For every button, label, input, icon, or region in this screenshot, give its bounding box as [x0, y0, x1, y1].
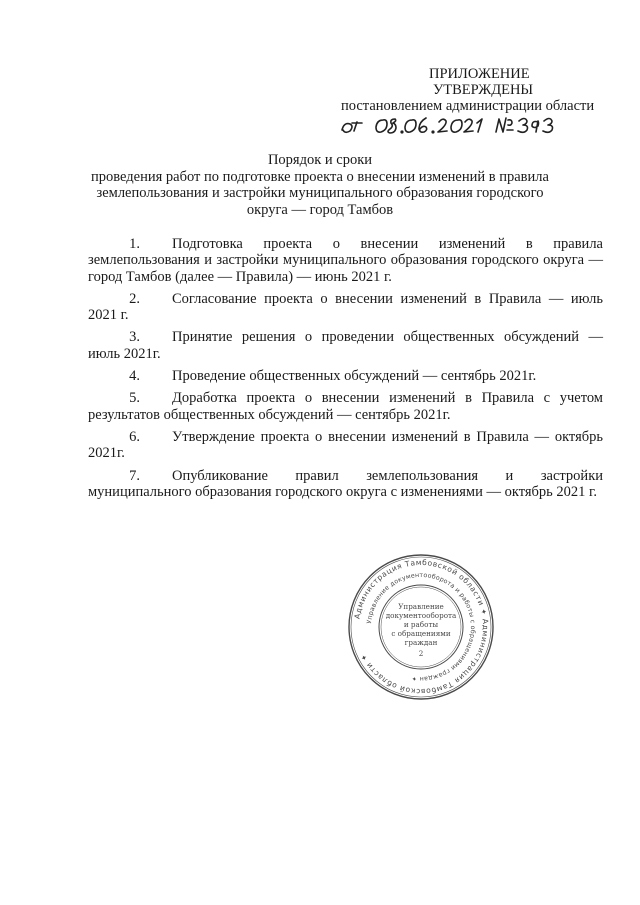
- list-item: [88, 236, 603, 285]
- list-item: [88, 429, 603, 462]
- svg-text:Управление: Управление: [398, 602, 444, 611]
- item-number: 7.: [129, 467, 140, 484]
- approved-label: УТВЕРЖДЕНЫ: [433, 82, 534, 98]
- item-text: Доработка проекта о внесении изменений в Правила с учетом результатов общественных обсуждений — сентябрь 2021г.: [88, 390, 603, 423]
- item-text: Подготовка проекта о внесении изменений в правила землепользования и застройки муниципального образования городского округа — город Тамбов (далее — Правила) — июнь 2021 г.: [88, 236, 603, 285]
- official-seal: [347, 553, 495, 701]
- approval-block: [330, 66, 610, 114]
- list-item: [88, 368, 603, 384]
- schedule-list: [88, 236, 603, 506]
- list-item: [88, 468, 603, 501]
- title-line-1: Порядок и сроки: [267, 152, 373, 168]
- handwritten-date-number: [338, 112, 578, 143]
- list-item: [88, 329, 603, 362]
- appendix-label: ПРИЛОЖЕНИЕ: [429, 66, 530, 82]
- svg-text:граждан: граждан: [404, 638, 438, 647]
- item-number: 4.: [129, 368, 140, 385]
- svg-text:и работы: и работы: [403, 620, 439, 629]
- title-line-3: землепользования и застройки муниципального образования городского: [96, 185, 544, 201]
- item-number: 6.: [129, 428, 140, 445]
- item-number: 3.: [129, 329, 140, 346]
- item-number: 5.: [129, 390, 140, 407]
- svg-text:с обращениями: с обращениями: [391, 629, 451, 638]
- item-text: Согласование проекта о внесении изменений в Правила — июль 2021 г.: [88, 290, 603, 324]
- decree-label: постановлением администрации области: [341, 98, 595, 114]
- svg-text:2: 2: [418, 649, 424, 658]
- item-text: Утверждение проекта о внесении изменений в Правила — октябрь 2021г.: [88, 428, 603, 462]
- list-item: [88, 291, 603, 324]
- title-line-2: проведения работ по подготовке проекта о внесении изменений в правила: [91, 168, 549, 185]
- svg-text:Администрация Тамбовской облас: Администрация Тамбовской области ✦ Администрация Тамбовской области ✦: [352, 557, 491, 697]
- document-title: [80, 152, 560, 218]
- item-text: Принятие решения о проведении общественных обсуждений — июль 2021г.: [88, 329, 603, 362]
- svg-text:Управление документооборота и: Управление документооборота и работы с обращениями граждан ✦: [366, 571, 477, 683]
- item-text: Опубликование правил землепользования и застройки муниципального образования городского округа с изменениями — октябрь 2021 г.: [88, 467, 603, 500]
- item-number: 2.: [129, 290, 140, 307]
- list-item: [88, 390, 603, 423]
- item-text: Проведение общественных обсуждений — сентябрь 2021г.: [172, 368, 537, 385]
- svg-text:документооборота: документооборота: [385, 611, 457, 620]
- title-line-4: округа — город Тамбов: [246, 201, 394, 218]
- item-number: 1.: [129, 236, 140, 252]
